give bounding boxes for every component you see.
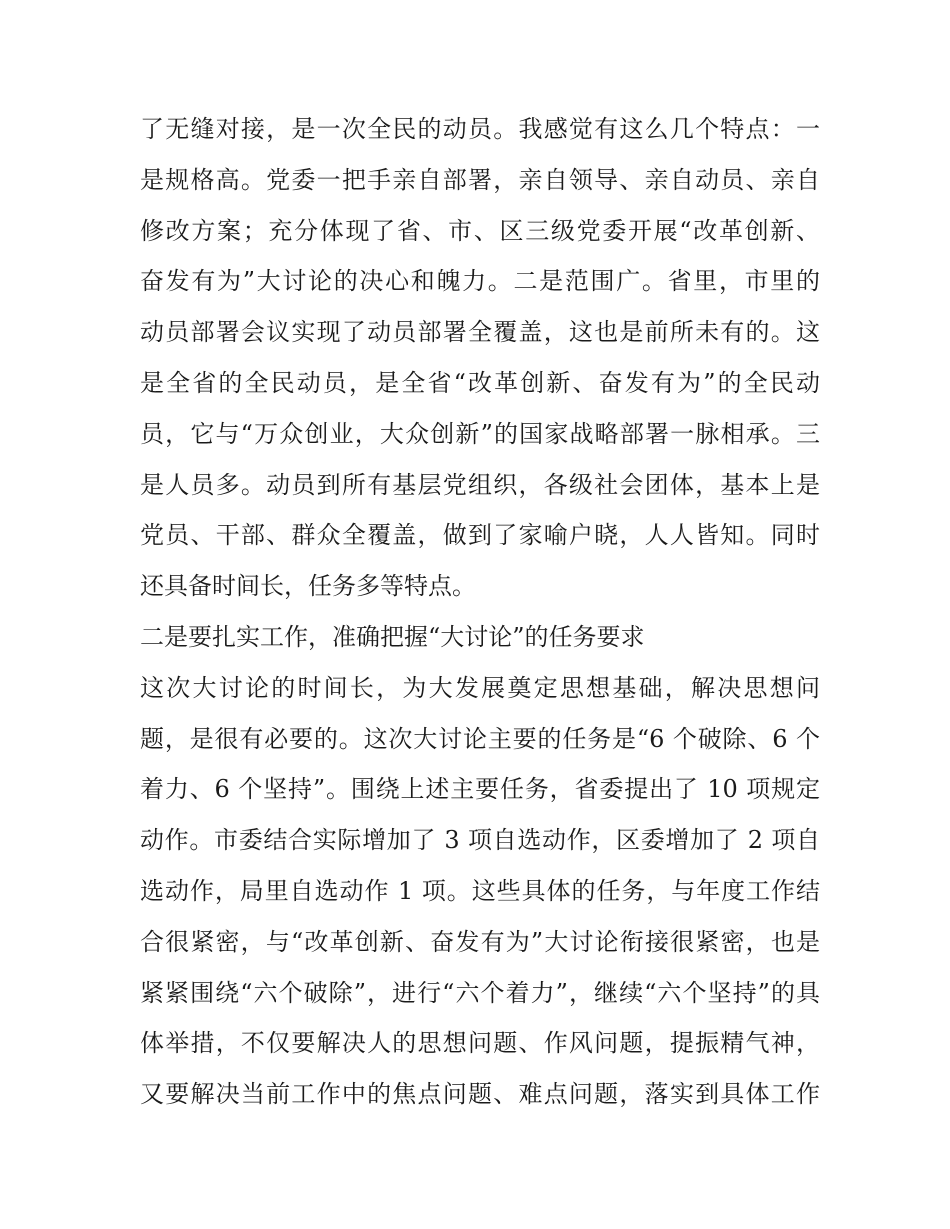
text-line: 动作。市委结合实际增加了 3 项自选动作，区委增加了 2 项自 [140, 826, 820, 855]
text-line: 是人员多。动员到所有基层党组织，各级社会团体，基本上是 [140, 470, 820, 499]
document-body [140, 104, 820, 1120]
text-line: 体举措，不仅要解决人的思想问题、作风问题，提振精气神， [140, 1029, 820, 1058]
text-line: 又要解决当前工作中的焦点问题、难点问题，落实到具体工作 [140, 1080, 820, 1109]
text-line: 合很紧密，与“改革创新、奋发有为”大讨论衔接很紧密，也是 [140, 927, 820, 956]
text-line: 还具备时间长，任务多等特点。 [140, 572, 476, 601]
text-line: 动员部署会议实现了动员部署全覆盖，这也是前所未有的。这 [140, 318, 820, 347]
text-line: 这次大讨论的时间长，为大发展奠定思想基础，解决思想问 [140, 673, 820, 702]
text-line: 选动作，局里自选动作 1 项。这些具体的任务，与年度工作结 [140, 876, 820, 905]
text-line: 着力、6 个坚持”。围绕上述主要任务，省委提出了 10 项规定 [140, 775, 820, 804]
text-line: 了无缝对接，是一次全民的动员。我感觉有这么几个特点：一 [140, 115, 820, 143]
text-line: 是全省的全民动员，是全省“改革创新、奋发有为”的全民动 [140, 368, 820, 397]
text-line: 员，它与“万众创业，大众创新”的国家战略部署一脉相承。三 [140, 419, 820, 448]
text-line: 是规格高。党委一把手亲自部署，亲自领导、亲自动员、亲自 [140, 165, 820, 194]
text-line: 奋发有为”大讨论的决心和魄力。二是范围广。省里，市里的 [140, 267, 820, 296]
text-line: 修改方案；充分体现了省、市、区三级党委开展“改革创新、 [140, 216, 820, 245]
text-line: 紧紧围绕“六个破除”，进行“六个着力”，继续“六个坚持”的具 [140, 978, 820, 1007]
text-line: 党员、干部、群众全覆盖，做到了家喻户晓，人人皆知。同时 [140, 521, 820, 550]
text-line: 二是要扎实工作，准确把握“大讨论”的任务要求 [140, 622, 645, 651]
text-line: 题，是很有必要的。这次大讨论主要的任务是“6 个破除、6 个 [140, 724, 820, 753]
